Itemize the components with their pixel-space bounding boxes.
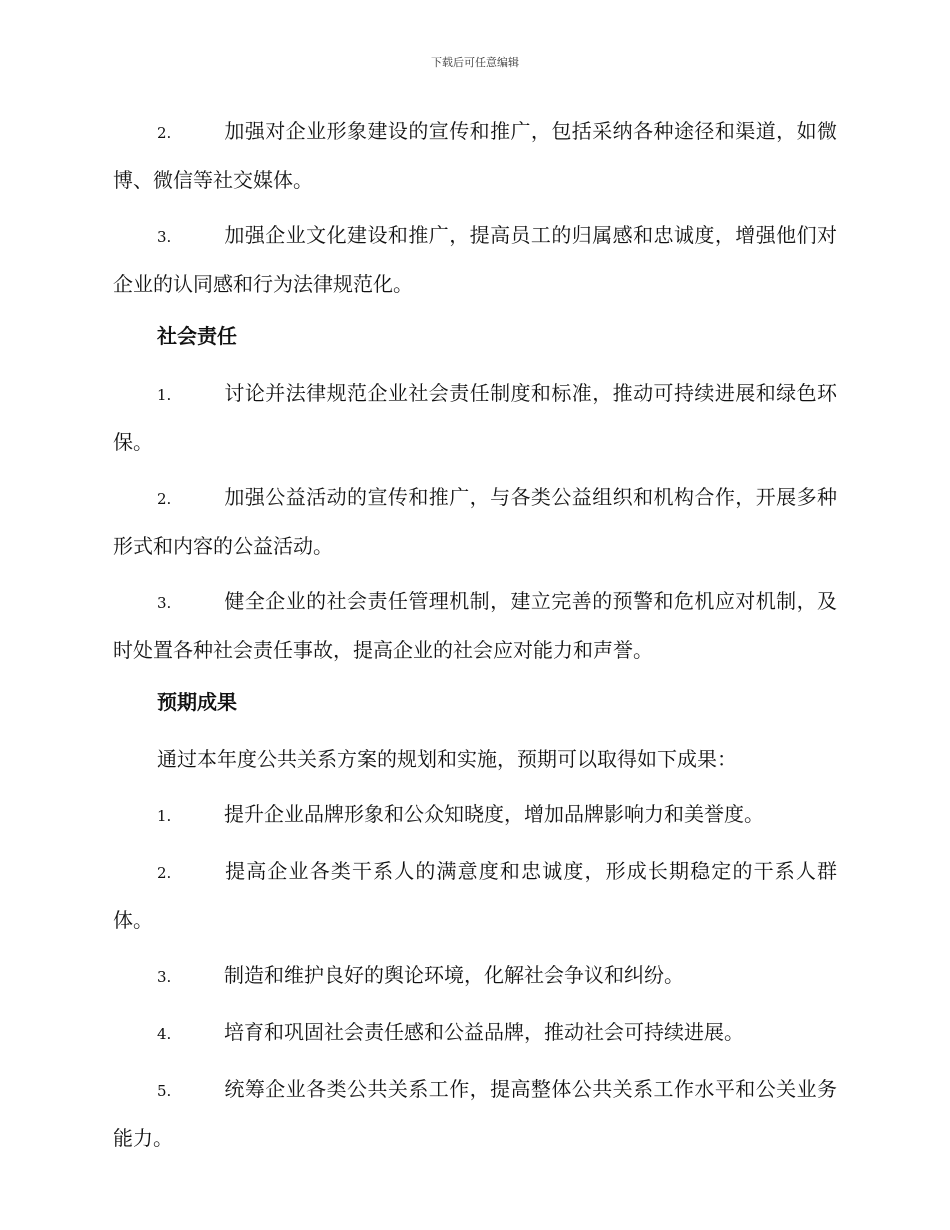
list-item-text: 统筹企业各类公共关系工作，提高整体公共关系工作水平和公关业务能力。 bbox=[113, 1077, 837, 1150]
list-item-number: 3. bbox=[157, 594, 172, 612]
list-item bbox=[113, 1009, 837, 1058]
list-item bbox=[113, 108, 837, 204]
list-item-number: 4. bbox=[157, 1025, 172, 1043]
list-item-text: 提升企业品牌形象和公众知晓度，增加品牌影响力和美誉度。 bbox=[224, 802, 764, 826]
section-heading-expected-results: 预期成果 bbox=[157, 690, 237, 714]
page-header: 下载后可任意编辑 bbox=[431, 56, 519, 69]
intro-paragraph: 通过本年度公共关系方案的规划和实施，预期可以取得如下成果： bbox=[157, 747, 737, 771]
list-item-text: 制造和维护良好的舆论环境，化解社会争议和纠纷。 bbox=[224, 963, 684, 987]
list-item bbox=[113, 952, 837, 1001]
list-item-text: 健全企业的社会责任管理机制，建立完善的预警和危机应对机制，及时处置各种社会责任事故，提高企业的社会应对能力和声誉。 bbox=[113, 589, 837, 662]
list-item-number: 3. bbox=[157, 228, 172, 246]
list-item bbox=[113, 1066, 837, 1162]
list-item-text: 加强企业文化建设和推广，提高员工的归属感和忠诚度，增强他们对企业的认同感和行为法律规范化。 bbox=[113, 223, 837, 296]
list-item-number: 1. bbox=[157, 807, 172, 825]
section-heading-social-responsibility: 社会责任 bbox=[157, 324, 237, 348]
list-item-number: 2. bbox=[157, 124, 172, 142]
list-item-number: 2. bbox=[157, 864, 172, 882]
list-item-text: 加强公益活动的宣传和推广，与各类公益组织和机构合作，开展多种形式和内容的公益活动。 bbox=[113, 485, 837, 558]
list-item bbox=[113, 474, 837, 570]
list-item-text: 讨论并法律规范企业社会责任制度和标准，推动可持续进展和绿色环保。 bbox=[113, 381, 837, 454]
list-item-number: 2. bbox=[157, 490, 172, 508]
list-item bbox=[113, 848, 837, 944]
list-item bbox=[113, 578, 837, 674]
list-item-text: 培育和巩固社会责任感和公益品牌，推动社会可持续进展。 bbox=[224, 1020, 744, 1044]
list-item-number: 1. bbox=[157, 386, 172, 404]
list-item-number: 5. bbox=[157, 1082, 172, 1100]
list-item bbox=[113, 212, 837, 308]
list-item-text: 加强对企业形象建设的宣传和推广，包括采纳各种途径和渠道，如微博、微信等社交媒体。 bbox=[113, 119, 837, 192]
list-item-text: 提高企业各类干系人的满意度和忠诚度，形成长期稳定的干系人群体。 bbox=[113, 859, 837, 932]
list-item-number: 3. bbox=[157, 968, 172, 986]
document-body bbox=[113, 108, 837, 1170]
list-item bbox=[113, 791, 837, 840]
list-item bbox=[113, 370, 837, 466]
